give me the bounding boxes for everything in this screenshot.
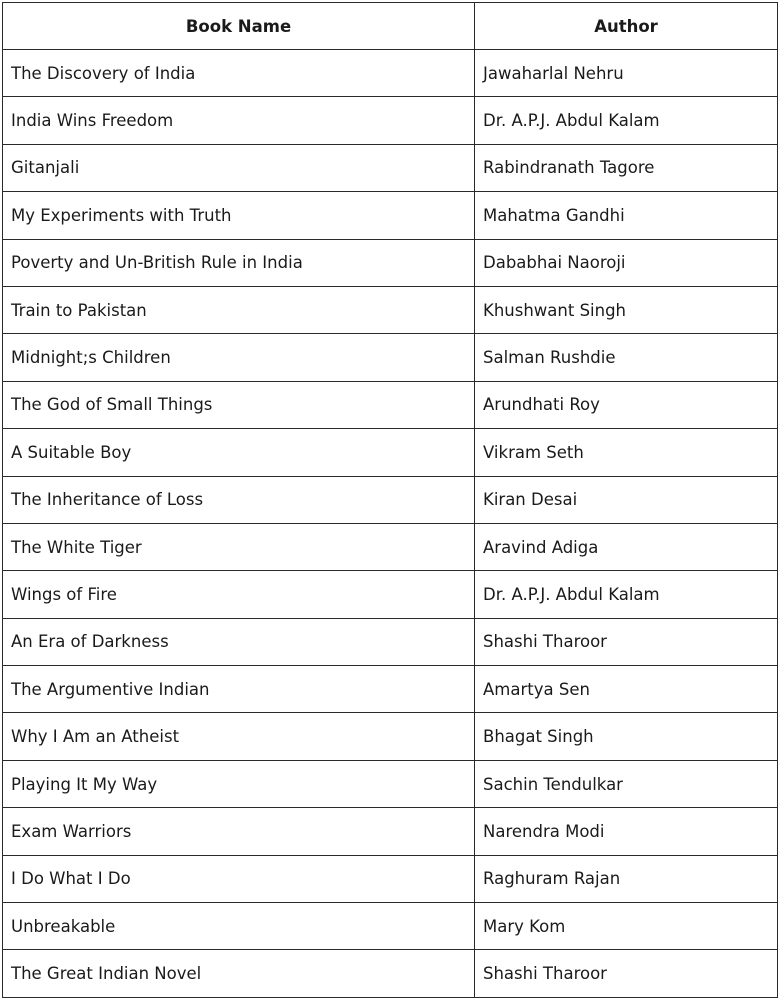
author-cell: Dr. A.P.J. Abdul Kalam: [475, 571, 778, 618]
author-cell: Khushwant Singh: [475, 286, 778, 333]
book-name-cell: Unbreakable: [3, 903, 475, 950]
book-name-cell: The Discovery of India: [3, 50, 475, 97]
book-name-cell: Exam Warriors: [3, 808, 475, 855]
book-name-cell: India Wins Freedom: [3, 97, 475, 144]
table-row: [3, 239, 778, 286]
table-row: [3, 476, 778, 523]
table-row: [3, 144, 778, 191]
book-name-cell: The Argumentive Indian: [3, 666, 475, 713]
table-row: [3, 950, 778, 997]
table-row: [3, 571, 778, 618]
author-cell: Bhagat Singh: [475, 713, 778, 760]
table-row: [3, 523, 778, 570]
author-cell: Mahatma Gandhi: [475, 192, 778, 239]
book-name-cell: Midnight;s Children: [3, 334, 475, 381]
table-row: [3, 618, 778, 665]
books-table-container: [2, 2, 778, 998]
book-name-cell: The White Tiger: [3, 523, 475, 570]
author-cell: Amartya Sen: [475, 666, 778, 713]
book-name-cell: The Great Indian Novel: [3, 950, 475, 997]
author-cell: Arundhati Roy: [475, 381, 778, 428]
header-author: Author: [475, 3, 778, 50]
author-cell: Mary Kom: [475, 903, 778, 950]
author-cell: Vikram Seth: [475, 429, 778, 476]
author-cell: Kiran Desai: [475, 476, 778, 523]
book-name-cell: A Suitable Boy: [3, 429, 475, 476]
book-name-cell: The God of Small Things: [3, 381, 475, 428]
book-name-cell: The Inheritance of Loss: [3, 476, 475, 523]
table-row: [3, 50, 778, 97]
author-cell: Dr. A.P.J. Abdul Kalam: [475, 97, 778, 144]
author-cell: Shashi Tharoor: [475, 950, 778, 997]
book-name-cell: My Experiments with Truth: [3, 192, 475, 239]
table-row: [3, 429, 778, 476]
author-cell: Raghuram Rajan: [475, 855, 778, 902]
table-row: [3, 855, 778, 902]
header-book-name: Book Name: [3, 3, 475, 50]
author-cell: Shashi Tharoor: [475, 618, 778, 665]
books-table: [2, 2, 778, 998]
table-row: [3, 97, 778, 144]
table-row: [3, 192, 778, 239]
book-name-cell: Why I Am an Atheist: [3, 713, 475, 760]
author-cell: Aravind Adiga: [475, 523, 778, 570]
table-row: [3, 713, 778, 760]
author-cell: Jawaharlal Nehru: [475, 50, 778, 97]
table-row: [3, 666, 778, 713]
book-name-cell: Poverty and Un-British Rule in India: [3, 239, 475, 286]
table-header-row: [3, 3, 778, 50]
table-row: [3, 334, 778, 381]
book-name-cell: Wings of Fire: [3, 571, 475, 618]
author-cell: Narendra Modi: [475, 808, 778, 855]
table-row: [3, 381, 778, 428]
book-name-cell: An Era of Darkness: [3, 618, 475, 665]
book-name-cell: Train to Pakistan: [3, 286, 475, 333]
table-row: [3, 760, 778, 807]
author-cell: Dababhai Naoroji: [475, 239, 778, 286]
book-name-cell: I Do What I Do: [3, 855, 475, 902]
book-name-cell: Playing It My Way: [3, 760, 475, 807]
table-row: [3, 286, 778, 333]
author-cell: Sachin Tendulkar: [475, 760, 778, 807]
table-row: [3, 903, 778, 950]
book-name-cell: Gitanjali: [3, 144, 475, 191]
table-row: [3, 808, 778, 855]
author-cell: Rabindranath Tagore: [475, 144, 778, 191]
author-cell: Salman Rushdie: [475, 334, 778, 381]
